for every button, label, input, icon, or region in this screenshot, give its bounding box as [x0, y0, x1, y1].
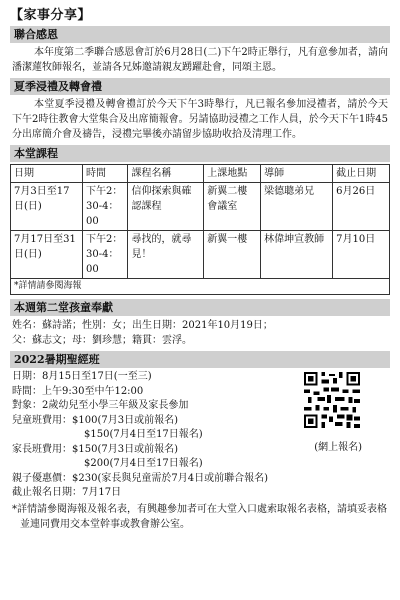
course-name: 尋找的，就尋見！: [128, 231, 204, 279]
camp-deadline: 截止報名日期：7月17日: [12, 487, 122, 498]
course-date: 7月17日至31日(日): [11, 231, 83, 279]
section-heading-camp: 2022暑期聖經班: [10, 351, 390, 368]
page-title: 【家事分享】: [10, 8, 92, 23]
parent-fee-label: 家長班費用：: [12, 443, 72, 455]
col-header-date: 日期: [11, 165, 83, 183]
qr-code-icon[interactable]: [304, 372, 360, 428]
col-header-venue: 上課地點: [204, 165, 261, 183]
camp-target: 對象：2歲幼兒至小學三年級及家長參加: [12, 400, 189, 411]
course-time: 下午2：30-4：00: [83, 183, 128, 231]
baby-line-1: 姓名：蘇詩諾；性別：女；出生日期：2021年10月19日；: [12, 320, 273, 331]
parent-fee-early: $150(7月3日或前報名): [72, 443, 178, 455]
course-name: 信仰探索與確認課程: [128, 183, 204, 231]
table-row: [11, 183, 390, 231]
col-header-name: 課程名稱: [128, 165, 204, 183]
course-deadline: 6月26日: [333, 183, 390, 231]
child-fee-early: $100(7月3日或前報名): [72, 414, 178, 426]
course-header-row: [11, 165, 390, 183]
course-time: 下午2：30-4：00: [83, 231, 128, 279]
col-header-deadline: 截止日期: [333, 165, 390, 183]
course-date: 7月3日至17日(日): [11, 183, 83, 231]
course-table: [10, 164, 390, 295]
baby-line-2: 父：蘇志文；母：劉珍慧；籍貫：雲浮。: [12, 335, 192, 346]
course-venue: 新翼一樓: [204, 231, 261, 279]
section-heading-baptism: 夏季浸禮及轉會禮: [10, 78, 390, 95]
col-header-tutor: 導師: [261, 165, 333, 183]
baptism-body: 本堂夏季浸禮及轉會禮訂於今天下午3時舉行，凡已報名參加浸禮者，請於今天下午2時往教會大堂集合及出席簡報會。另請協助浸禮之工作人員，於今天下午1時45分出席簡介會及禱告，浸禮完畢後亦請留步協助收拾及清理工作。: [12, 99, 388, 140]
table-row: [11, 231, 390, 279]
course-note: *詳情請參閱海報: [11, 279, 390, 295]
child-fee-label: 兒童班費用：: [12, 414, 72, 426]
thanks-body: 本年度第二季聯合感恩會訂於6月28日(二)下午2時正舉行，凡有意參加者，請向潘潔蓮牧師報名，並請各兄姊邀請親友踴躍赴會，同頌主恩。: [12, 47, 388, 73]
section-heading-baby: 本週第二堂孩童奉獻: [10, 299, 390, 316]
section-heading-thanks: 聯合感恩: [10, 26, 390, 43]
course-tutor: 林偉坤宣教師: [261, 231, 333, 279]
col-header-time: 時間: [83, 165, 128, 183]
camp-time: 時間：上午9:30至中午12:00: [12, 385, 144, 397]
family-discount: 親子優惠價：$230(家長與兒童需於7月4日或前聯合報名): [12, 472, 268, 484]
camp-date: 日期：8月15日至17日(一至三): [12, 371, 152, 382]
camp-note: *詳情請參閱海報及報名表，有興趣參加者可在大堂入口處索取報名表格，請填妥表格並連同費用交本堂幹事或教會辦公室。: [12, 503, 387, 530]
course-tutor: 梁德聰弟兄: [261, 183, 333, 231]
online-registration-label: (網上報名): [314, 442, 362, 453]
section-heading-courses: 本堂課程: [10, 145, 390, 162]
parent-fee-late: $200(7月4日至17日報名): [84, 458, 203, 469]
course-deadline: 7月10日: [333, 231, 390, 279]
camp-section: [10, 370, 390, 532]
course-venue: 新翼二樓會議室: [204, 183, 261, 231]
child-fee-late: $150(7月4日至17日報名): [84, 429, 203, 440]
course-note-row: [11, 279, 390, 295]
